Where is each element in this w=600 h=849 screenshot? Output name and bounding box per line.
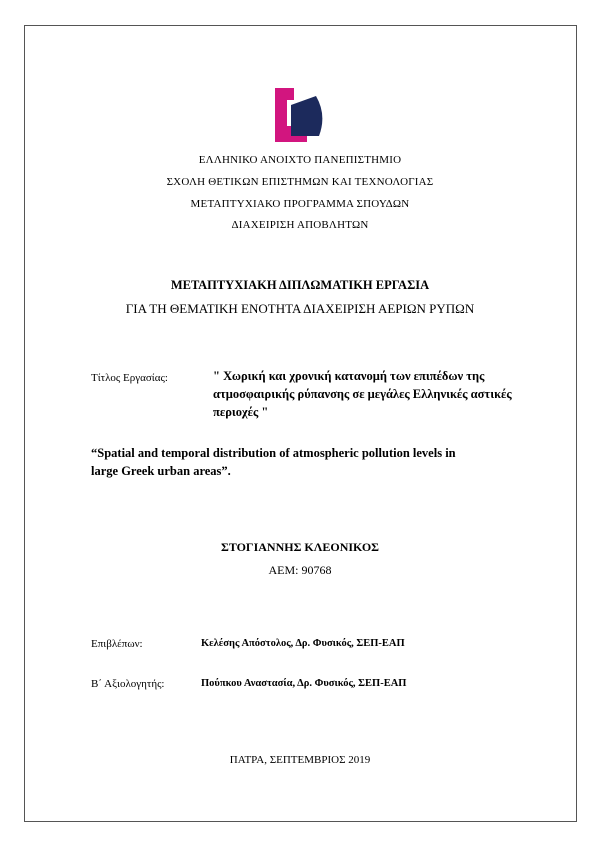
university-logo-icon xyxy=(274,86,328,142)
english-title-line-2: large Greek urban areas”. xyxy=(91,464,231,478)
greek-title-line-2: ατμοσφαιρικής ρύπανσης σε μεγάλες Ελληνικές αστικές xyxy=(213,387,512,401)
greek-title-line-3: περιοχές " xyxy=(213,405,269,419)
university-name: ΕΛΛΗΝΙΚΟ ΑΝΟΙΧΤΟ ΠΑΝΕΠΙΣΤΗΜΙΟ xyxy=(198,154,402,166)
greek-title-line-1: " Χωρική και χρονική κατανομή των επιπέδων της xyxy=(213,369,485,383)
specialization-name: ΔΙΑΧΕΙΡΙΣΗ ΑΠΟΒΛΗΤΩΝ xyxy=(231,219,369,231)
examiner-label: Β΄ Αξιολογητής: xyxy=(91,678,165,690)
title-label: Τίτλος Εργασίας: xyxy=(91,372,168,384)
program-name: ΜΕΤΑΠΤΥΧΙΑΚΟ ΠΡΟΓΡΑΜΜΑ ΣΠΟΥΔΩΝ xyxy=(190,198,410,210)
author-id: ΑΕΜ: 90768 xyxy=(268,563,332,577)
supervisor-label: Επιβλέπων: xyxy=(91,638,143,650)
page-border xyxy=(24,25,577,822)
thesis-type-heading: ΜΕΤΑΠΤΥΧΙΑΚΗ ΔΙΠΛΩΜΑΤΙΚΗ ΕΡΓΑΣΙΑ xyxy=(170,278,430,292)
thesis-module-heading: ΓΙΑ ΤΗ ΘΕΜΑΤΙΚΗ ΕΝΟΤΗΤΑ ΔΙΑΧΕΙΡΙΣΗ ΑΕΡΙΩΝ ΡΥΠΩΝ xyxy=(125,301,475,316)
examiner-name: Πούπκου Αναστασία, Δρ. Φυσικός, ΣΕΠ-ΕΑΠ xyxy=(201,678,407,689)
place-date: ΠΑΤΡΑ, ΣΕΠΤΕΜΒΡΙΟΣ 2019 xyxy=(229,754,371,766)
supervisor-name: Κελέσης Απόστολος, Δρ. Φυσικός, ΣΕΠ-ΕΑΠ xyxy=(201,638,405,649)
author-name: ΣΤΟΓΙΑΝΝΗΣ ΚΛΕΟΝΙΚΟΣ xyxy=(220,540,380,554)
english-title-line-1: “Spatial and temporal distribution of atmospheric pollution levels in xyxy=(91,446,456,460)
school-name: ΣΧΟΛΗ ΘΕΤΙΚΩΝ ΕΠΙΣΤΗΜΩΝ ΚΑΙ ΤΕΧΝΟΛΟΓΙΑΣ xyxy=(166,176,434,188)
